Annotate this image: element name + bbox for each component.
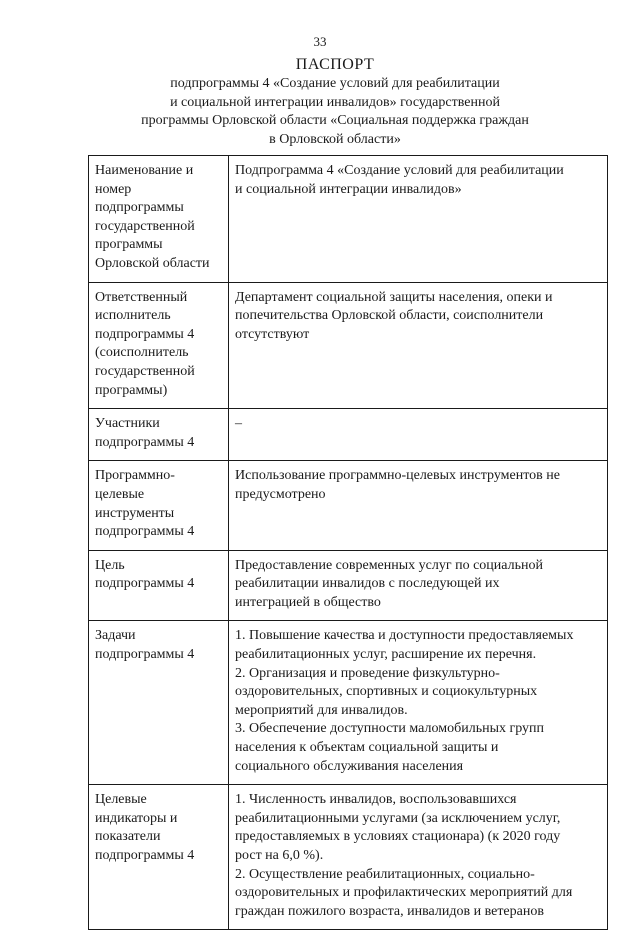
row-label-line: Участники [95,416,160,432]
row-label-line: исполнитель [95,308,171,324]
row-value-line: и социальной интеграции инвалидов» [235,181,462,197]
row-value-line: – [235,416,242,432]
row-label-line: подпрограммы 4 [95,434,195,450]
row-label-line: программы) [95,382,168,398]
row-label-line: Задачи [95,628,136,644]
row-label-line: целевые [95,486,145,502]
row-label-line: Ответственный [95,289,188,305]
row-value-line: 1. Численность инвалидов, воспользовавшихся [235,792,517,808]
table-row [89,785,608,930]
row-value-line: Использование программно-целевых инструментов не [235,468,560,484]
row-label-line: индикаторы и [95,810,178,826]
row-value-cell [229,409,608,461]
row-value-cell [229,156,608,283]
row-label-cell [89,621,229,785]
row-value-line: Департамент социальной защиты населения, опеки и [235,289,553,305]
row-label-line: подпрограммы 4 [95,524,195,540]
page-number: 33 [313,34,327,49]
row-value-line: 3. Обеспечение доступности маломобильных групп [235,721,545,737]
row-value-line: оздоровительных, спортивных и социокультурных [235,684,538,700]
row-value-line: попечительства Орловской области, соисполнители [235,308,544,324]
passport-table [88,155,608,930]
row-label-cell [89,785,229,930]
row-label-line: Орловской области [95,255,210,271]
row-value-line: 2. Осуществление реабилитационных, социально- [235,866,535,882]
table-row [89,282,608,409]
row-value-cell [229,550,608,621]
row-value-line: реабилитационными услугами (за исключением услуг, [235,810,561,826]
table-row [89,461,608,550]
row-label-cell [89,282,229,409]
row-label-line: инструменты [95,505,175,521]
subtitle-line: в Орловской области» [269,131,401,147]
row-value-line: населения к объектам социальной защиты и [235,740,499,756]
row-label-cell [89,409,229,461]
row-label-line: подпрограммы 4 [95,647,195,663]
row-value-cell [229,461,608,550]
row-label-line: подпрограммы 4 [95,848,195,863]
row-value-line: 1. Повышение качества и доступности предоставляемых [235,628,574,644]
table-row [89,156,608,283]
row-value-line: предоставляемых в условиях стационара) (к 2020 году [235,829,561,845]
row-label-line: подпрограммы 4 [95,326,195,342]
row-label-line: государственной [95,218,195,234]
row-value-cell [229,621,608,785]
row-value-line: рост на 6,0 %). [235,848,324,863]
row-value-line: мероприятий для инвалидов. [235,702,408,718]
row-value-line: граждан пожилого возраста, инвалидов и ветеранов [235,903,544,919]
row-label-line: Программно- [95,468,175,484]
row-value-line: Подпрограмма 4 «Создание условий для реабилитации [235,163,564,178]
row-label-cell [89,550,229,621]
row-value-line: реабилитации инвалидов с последующей их [235,576,500,592]
row-value-cell [229,282,608,409]
document-title: ПАСПОРТ [295,56,375,73]
row-label-cell [89,461,229,550]
row-label-cell [89,156,229,283]
subtitle-line: и социальной интеграции инвалидов» государственной [170,94,500,110]
row-label-line: Целевые [95,792,147,808]
row-label-line: Наименование и [95,163,194,178]
row-value-line: Предоставление современных услуг по социальной [235,557,543,573]
table-row [89,550,608,621]
row-label-line: (соисполнитель [95,345,189,361]
table-row [89,409,608,461]
row-label-line: подпрограммы 4 [95,576,195,592]
row-value-line: отсутствуют [235,326,310,342]
row-value-cell [229,785,608,930]
row-value-line: предусмотрено [235,486,326,502]
passport-table-body [89,156,608,930]
row-label-line: программы [95,237,163,253]
subtitle-line: программы Орловской области «Социальная поддержка граждан [141,113,529,129]
row-value-line: социального обслуживания населения [235,758,464,774]
row-value-line: интеграцией в общество [235,594,381,610]
row-label-line: Цель [95,557,125,573]
table-row [89,621,608,785]
row-label-line: показатели [95,829,161,845]
subtitle-line: подпрограммы 4 «Создание условий для реабилитации [170,76,500,91]
row-label-line: государственной [95,363,195,379]
row-value-line: 2. Организация и проведение физкультурно- [235,665,500,681]
document-header [80,55,590,149]
row-label-line: номер [95,181,132,197]
row-label-line: подпрограммы [95,200,184,216]
row-value-line: реабилитационных услуг, расширение их перечня. [235,647,537,663]
row-value-line: оздоровительных и профилактических мероприятий для [235,885,573,901]
